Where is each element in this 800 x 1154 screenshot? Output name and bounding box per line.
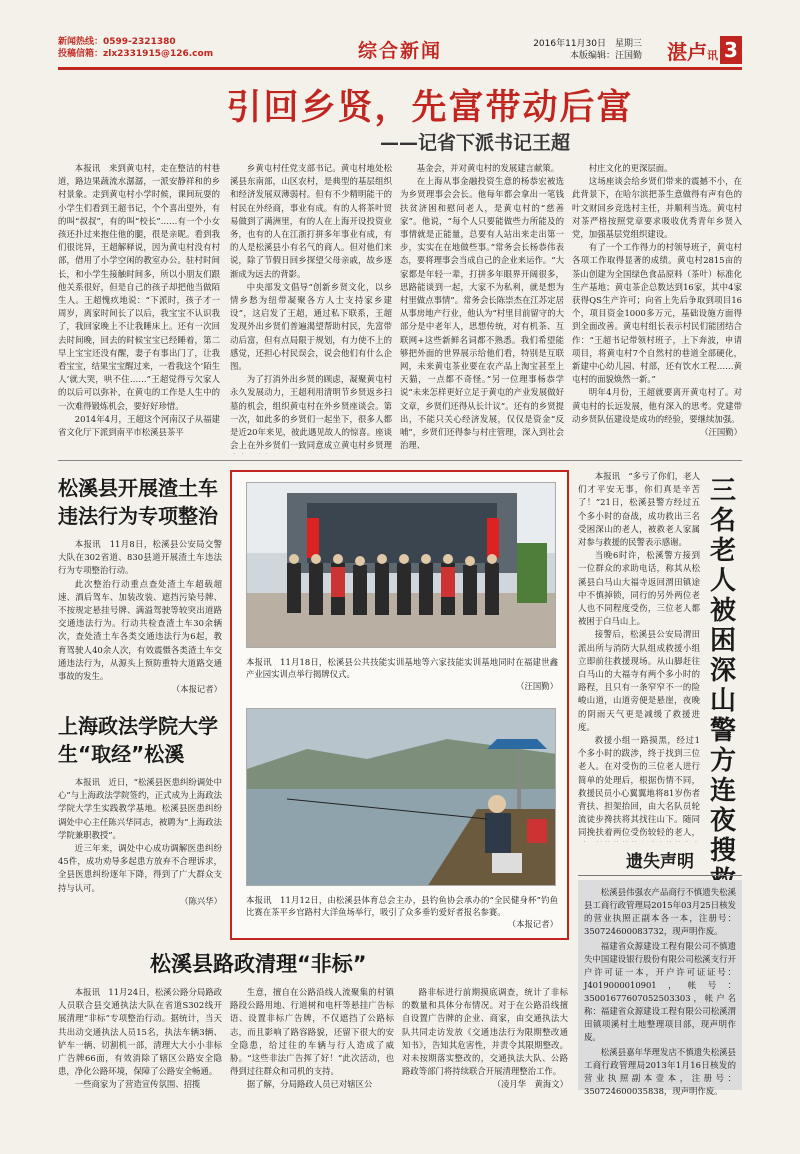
hotline: 新闻热线：0599-2321380 (58, 37, 176, 47)
ceremony-photo (246, 482, 556, 648)
section-title: 综合新闻 (358, 40, 443, 62)
law-byline: （陈兴华） (180, 895, 222, 906)
lead-column-4: 村庄文化的更深层面。 这场座谈会给乡贤们带来的震撼不小，在此背景下，在哈尔滨把茶生意做得有声有色的叶文财回乡竞选村主任，并顺利当选。黄屯村对茶严格按照党章要求吸收优秀青年乡贤入党，加强基层党组织建设。 有了一个工作得力的村领导班子，黄屯村各项工作取得显著的成绩。黄屯村2815亩的茶山创建为全国绿色食品原料（茶叶）标准化生产基地；黄屯茶企总数达到16家，其中4家获得QS生产许可；向省上先后争取到项目16个，项目资金1000多万元，基础设施方面得到全面改善。黄屯村组长表示村民们能团结合作：“王超书记带领村班子，上下奔波，申请项目，将黄屯村7个自然村的巷道全部硬化，新建中心幼儿园、村部，还有饮水工程……黄屯村的面貌焕然一新。” 明年4月份，王超就要离开黄屯村了。对黄屯村的长远发展，他有深入的思考。党建带动乡贤队伍建设是成功的经验，要继续加强。 （汪国勤） (572, 162, 742, 454)
lead-column-1: 本报讯 来到黄屯村，走在整洁的村巷道，路边果蔬流水潺潺，一派安静祥和的乡村景象。走到黄屯村小学时候，课间玩耍的小学生们看到王超书记，个个喜出望外，有的叫“叔叔”，有的叫“校长”……有一个小女孩还扑过来抱住他的腿，很是亲昵。看到我们很诧异，王超解释说，因为黄屯村没有村部，借用了小学空闲的教室办公。驻村时间长，和小学生接触时间多，所以小朋友们跟他关系很好，但是自己的孩子却把他当做陌生人。王超愧疚地说：“下派时，孩子才一周岁，离家时间长了以后，我宝宝不认识我了，我回家晚上不让我睡床上。还有一次回去时间晚，回去的时候宝宝已经睡着，第二早上宝宝还没有醒，妻子有事出门了，让我看宝宝，结果宝宝醒过来，一看我这个‘陌生人’就大哭，哄不住……”王超觉得亏欠家人的以后可以弥补，在黄屯的工作是人生中的一次难得锻炼机会，要好好珍惜。 2014年4月，王超这个河南汉子从福建省文化厅下派到南平市松溪县茶平 (58, 163, 220, 438)
lost-notice-box (578, 880, 742, 1096)
fishing-photo (246, 708, 556, 886)
lost-notice-title: 遗失声明 (578, 850, 742, 876)
lead-headline: 引回乡贤，先富带动后富 (226, 88, 634, 128)
page-editor: 本版编辑：汪国勤 (569, 51, 642, 61)
slag-article-body: 本报讯 11月8日，松溪县公安局交警大队在302省道、830县道开展渣土车违法行为专项整治行动。 此次整治行动重点查处渣土车超载超速、酒后驾车、加装改装、遮挡污染号牌、不按规定悬挂号牌、满溢驾驶等较突出道路交通违法行为。行动共检查渣土车30余辆次，查处渣土车各类交通违法行为6起，教育驾驶人40余人次，有效震慑各类渣土车交通违法行为，从源头上预防重特大道路交通事故的发生。 （本报记者） (58, 538, 222, 698)
sign-article-title: 松溪县路政清理“非标” (150, 952, 367, 976)
lead-column-3: 基金会，并对黄屯村的发展建言献策。 在上海从事金融投资生意的杨恭宏被选为乡贤理事会会长。他每年都会拿出一笔钱扶贫济困和慰问老人，是黄屯村的“慈善家”。他说，“每个人只要能做些力所能及的事情就是正能量，总要有人站出来走出第一步，实实在在地做些事。”常务会长杨恭伟表态，要将理事会当成自己的企业来运作。“大家都是年轻一辈，打拼多年眼界开阔很多，思路能谈到一起，大家不为私利，就是想为村里做点事情”。常务会长陈崇杰在江苏定居从事房地产行业，他认为“村里目前留守的大部分是中老年人，思想传统，对有机茶、互联网+这些新鲜名词都不熟悉。我们希望能够把外面的世界展示给他们看，特别是互联网，未来黄屯茶业要在农产品上淘宝甚至上天猫，一点都不奇怪。”另一位理事杨恭学说“未来怎样更好立足于黄屯的产业发展做好文章，乡贤们还得从长计议”。还有的乡贤提出，不能只关心经济发展，仅仅是资金“反哺”，乡贤们还得参与村庄管理，深入到社会治理、 (400, 163, 564, 451)
lead-column-2: 乡黄屯村任党支部书记。黄屯村地处松溪县东南部，山区农村，是典型的基层组织和经济发展双薄弱村。但有不少精明能干的村民在外经商，事业有成。有的人将茶叶贸易做到了满洲里，有的人在上海开设投资业务，也有的人在江浙打拼多年事业有成，有的人是松溪县小有名气的商人。但对他们来说，除了节假日回乡探望父母亲戚，故乡逐渐成为远去的背影。 中央部发文倡导“创新乡贤文化，以乡情乡愁为纽带凝聚各方人士支持家乡建设”，这启发了王超，通过私下联系，王超发现外出乡贤们普遍渴望帮助村民，先富带动后富，但有点局限于规划，有力使不上的感觉，还担心村民误会，说会他们有什么企图。 为了打消外出乡贤的顾虑，凝聚黄屯村永久发展动力，王超利用清明节乡贤返乡扫墓的机会，组织黄屯村在外乡贤座谈会。第一次，如此多的乡贤们一起坐下，很多人都是近20年来见，彼此遇见故人的惊喜。座谈会上在外乡贤们一致同意成立黄屯村乡贤理 (230, 163, 392, 451)
contact-info (58, 36, 213, 60)
ceremony-caption: 本报讯 11月18日，松溪县公共技能实训基地等六家技能实训基地同时在福建世鑫产业园实训点举行揭牌仪式。 （汪国勤） (246, 657, 558, 691)
lead-subhead: ——记省下派书记王超 (380, 132, 571, 154)
sign-article-column-2: 生意，擅自在公路沿线人流聚集的村镇路段公路用地、行道树和电杆等悬挂广告标语、设置非标广告牌，不仅遮挡了公路标志，而且影响了路容路貌，还留下很大的安全隐患，给过往的车辆与行人造成了威胁。“这些非法广告挥了好！”此次活动，也得到过往群众和司机的支持。 据了解，分局路政人员已对辖区公 (230, 987, 394, 1090)
section-divider (58, 460, 742, 461)
page-number: 3 (720, 36, 742, 64)
issue-info (533, 38, 642, 62)
law-article-body: 本报讯 近日，“松溪县医患纠纷调处中心”与上海政法学院签约，正式成为上海政法学院大学生实践教学基地。松溪县医患纠纷调处中心主任陈兴华同志，被聘为“上海政法学院兼职教授”。 近三年来，调处中心成功调解医患纠纷45件，成功劝导多起患方放弃不合理诉求，全县医患纠纷逐年下降，得到了广大群众支持与认可。 （陈兴华） (58, 776, 222, 936)
lead-byline: （汪国勤） (700, 427, 742, 438)
lost-notice-item: 松溪县嘉年华理发店不慎遗失松溪县工商行政管理局2013年1月16日核发的营业执照副本壹本，注册号：350724600035838，现声明作废。 (584, 1047, 736, 1096)
page-header (58, 36, 742, 70)
photo-box (230, 470, 569, 940)
slag-article-title: 松溪县开展渣土车违法行为专项整治 (58, 476, 218, 528)
lost-notice-item: 福建省众源建设工程有限公司不慎遗失中国建设银行股份有限公司松溪支行开户许可证一本，开户许可证证号：J4019000010901，帐号：35001677607052503303，帐户名称：福建省众源建设工程有限公司松溪渭田镇项溪村土地整理项目部，现声明作废。 (584, 941, 736, 1042)
lost-notice-item: 松溪县伟强农产品商行不慎遗失松溪县工商行政管理局2015年03月25日核发的营业执照正副本各一本，注册号：350724600083732，现声明作废。 (584, 887, 736, 936)
masthead-logo: 湛卢讯 (667, 40, 718, 64)
sign-byline: （凌月华 黄海文） (492, 1079, 568, 1090)
rescue-article-title: 三名老人被困深山警方连夜搜 (710, 476, 737, 866)
sign-article-column-3: 路非标进行前期摸底调查，统计了非标的数量和具体分布情况。对于在公路沿线擅自设置广告牌的企业、商家，由交通执法大队共同走访发放《交通违法行为限期整改通知书》，告知其危害性，并责令其限期整改。对未按期落实整改的，交通执法大队、公路路政等部门将持续联合开展清理整治工作。 （凌月华 黄海文） (402, 986, 568, 1100)
sign-article-column-1: 本报讯 11月24日，松溪公路分局路政人员联合县交通执法大队在省道S302线开展清理“非标”专项整治行动。据统计，当天共出动交通执法人员15名，执法车辆3辆、铲车一辆、切割机一部，清理大大小小非标广告牌66面，有效消除了辖区公路安全隐患，净化公路环境，保障了公路安全畅通。 一些商家为了营造宣传氛围、招揽 (58, 987, 222, 1090)
ceremony-byline: （汪国勤） (516, 681, 558, 691)
rescue-article-body: 本报讯 “多亏了你们，老人们才平安无事，你们真是辛苦了！”21日，松溪县警方经过五个多小时的奋战，成功救出三名受困深山的老人，被救老人家属对参与救援的民警表示感谢。 当晚6时许，松溪警方接到一位群众的求助电话，称其从松溪县白马山大福寺返回渭田镇途中不慎掉锁，同行的另外两位老人也不同程度受伤，三位老人都被困于白马山上。 接警后，松溪县公安局渭田派出所与消防大队组成救援小组立即前往救援现场。从山脚赶往白马山的大福寺有两个多小时的路程，且只有一条窄窄不一的险峻山道，山道旁便是悬崖，夜晚的阴雨天气更是减缓了救援进度。 救援小组一路摸黑，经过1个多小时的跋涉，终于找到三位老人。在对受伤的三位老人进行简单的处理后，根据伤情不同，救援民员小心翼翼地将81岁伤者背扶、担架抬回，由大名队员轮流徒步搀扶将其找往山下。随同同挽扶着两位受伤较轻的老人， (578, 471, 700, 838)
law-article-title: 上海政法学院大学生“取经”松溪 (58, 714, 218, 766)
fishing-byline: （本报记者） (507, 919, 558, 929)
email: 投稿信箱：zlx2331915@126.com (58, 49, 214, 59)
slag-byline: （本报记者） (171, 684, 222, 695)
issue-date: 2016年11月30日 星期三 (533, 39, 642, 49)
fishing-caption: 本报讯 11月12日，由松溪县体育总会主办，县钓鱼协会承办的“全民健身杯”钓鱼比赛在茶平乡官路村大洋鱼场举行，吸引了众多垂钓爱好者报名参赛。 （本报记者） (246, 895, 558, 929)
